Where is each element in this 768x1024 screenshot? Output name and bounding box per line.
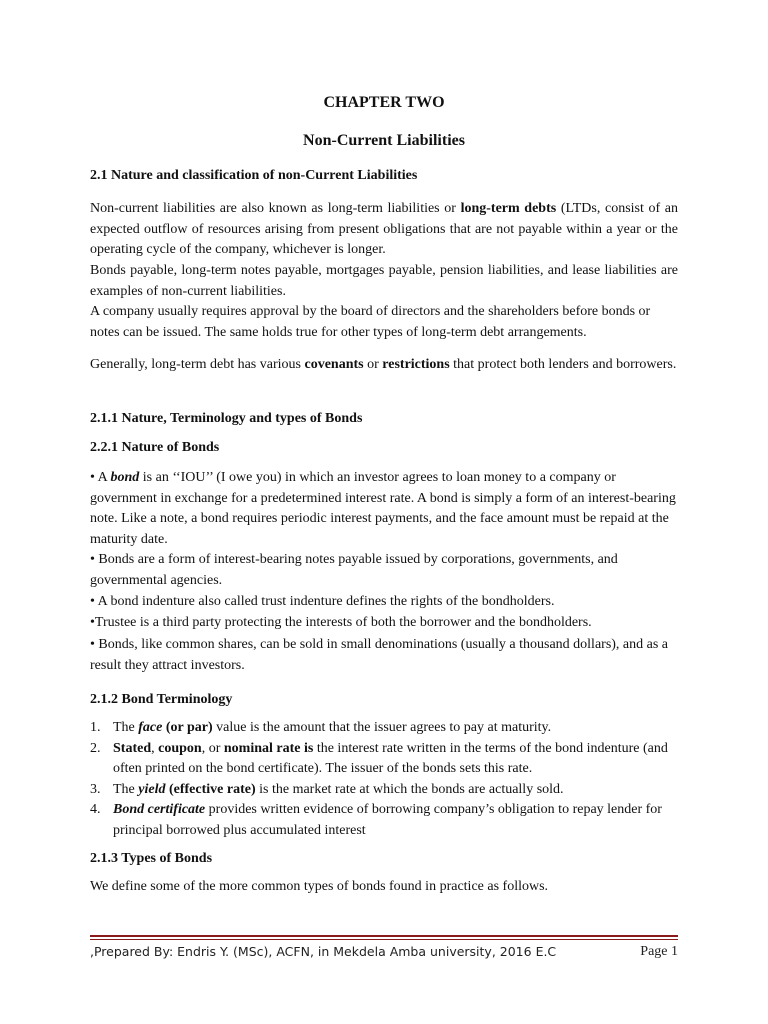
bold-term-restrictions: restrictions: [382, 357, 450, 372]
list-number: 3.: [90, 781, 101, 797]
bullet-bond-indenture: • A bond indenture also called trust indenture defines the rights of the bondholders.: [90, 594, 555, 609]
footer-rule-thick: [90, 935, 678, 937]
section-2-1-2-heading: 2.1.2 Bond Terminology: [90, 692, 233, 707]
text-span: or: [363, 357, 383, 372]
bold-term-long-term-debts: long-term debts: [460, 201, 557, 216]
bold-italic-term-face: face: [138, 720, 163, 735]
section-2-1-3-heading: 2.1.3 Types of Bonds: [90, 851, 213, 866]
list-item: [90, 739, 678, 780]
bold-term-or-par: (or par): [162, 720, 213, 735]
paragraph-approval: A company usually requires approval by the board of directors and the shareholders before bonds or notes can be issued. The same holds true for other types of long-term debt arrangements.: [90, 304, 651, 340]
chapter-title: Non-Current Liabilities: [303, 132, 465, 149]
section-2-2-1-heading: 2.2.1 Nature of Bonds: [90, 440, 220, 455]
text-span: is the market rate at which the bonds are actually sold.: [255, 781, 564, 797]
bold-italic-term-bond-certificate: Bond certificate: [113, 802, 206, 817]
bullet-interest-bearing-notes: • Bonds are a form of interest-bearing notes payable issued by corporations, governments, and governmental agencies.: [90, 552, 618, 588]
text-span: that protect both lenders and borrowers.: [449, 357, 677, 372]
text-span: • A: [90, 470, 111, 485]
paragraph-types-intro: We define some of the more common types of bonds found in practice as follows.: [90, 879, 549, 894]
list-item: [90, 780, 678, 801]
bold-term-coupon: coupon: [158, 740, 202, 756]
list-number: 1.: [90, 720, 101, 735]
text-span: (LTDs, consist of an expected outflow of resources arising from present obligations that are not payable within a year or the operating cycle of the company, whichever is longer.: [90, 201, 679, 257]
text-span: the interest rate written in the terms of the bond indenture (and often printed on the bond certificate). The issuer of the bonds sets this rate.: [113, 740, 668, 776]
list-item: [90, 718, 678, 739]
bullet-denominations: • Bonds, like common shares, can be sold in small denominations (usually a thousand dollars), and as a result they attract investors.: [90, 637, 669, 673]
text-span: , or: [201, 740, 224, 756]
bold-term-covenants: covenants: [304, 357, 364, 372]
text-span: ,: [151, 740, 159, 756]
bold-term-effective-rate: (effective rate): [165, 781, 256, 797]
paragraph-examples: Bonds payable, long-term notes payable, mortgages payable, pension liabilities, and lease liabilities are examples of non-current liabilities.: [90, 263, 678, 299]
bold-italic-term-bond: bond: [110, 470, 140, 485]
bullet-trustee: •Trustee is a third party protecting the interests of both the borrower and the bondholders.: [90, 615, 592, 630]
section-2-1-heading: 2.1 Nature and classification of non-Current Liabilities: [90, 168, 418, 183]
bold-term-nominal-rate: nominal rate is: [223, 740, 314, 756]
text-span: provides written evidence of borrowing company’s obligation to repay lender for principal borrowed plus accumulated interest: [113, 802, 662, 838]
list-number: 4.: [90, 802, 101, 817]
section-2-1-1-heading: 2.1.1 Nature, Terminology and types of Bonds: [90, 411, 363, 426]
text-span: The: [113, 781, 139, 797]
text-span: value is the amount that the issuer agrees to pay at maturity.: [212, 720, 552, 735]
footer-rule-thin: [90, 939, 678, 940]
paragraph-covenants: [90, 355, 678, 376]
footer-author: ,Prepared By: Endris Y. (MSc), ACFN, in Mekdela Amba university, 2016 E.C: [90, 944, 557, 959]
bold-italic-term-yield: yield: [138, 781, 166, 797]
list-item: [90, 800, 678, 841]
terminology-list: [90, 718, 678, 841]
text-span: Non-current liabilities are also known as long-term liabilities or: [90, 201, 461, 216]
chapter-label: CHAPTER TWO: [323, 94, 445, 111]
bullet-bond-iou: [90, 468, 678, 550]
text-span: The: [113, 720, 139, 735]
text-span: Generally, long-term debt has various: [90, 357, 305, 372]
paragraph-noncurrent-definition: [90, 199, 678, 261]
text-span: is an ‘‘IOU’’ (I owe you) in which an investor agrees to loan money to a company or government in exchange for a predetermined interest rate. A bond is simply a form of an interest-bearing note. Like a note, a bond requires periodic interest payments, and the face amount must be repaid at the maturity date.: [90, 470, 676, 547]
bold-term-stated: Stated: [113, 740, 152, 756]
list-number: 2.: [90, 740, 101, 756]
footer-page-number: Page 1: [640, 944, 678, 959]
